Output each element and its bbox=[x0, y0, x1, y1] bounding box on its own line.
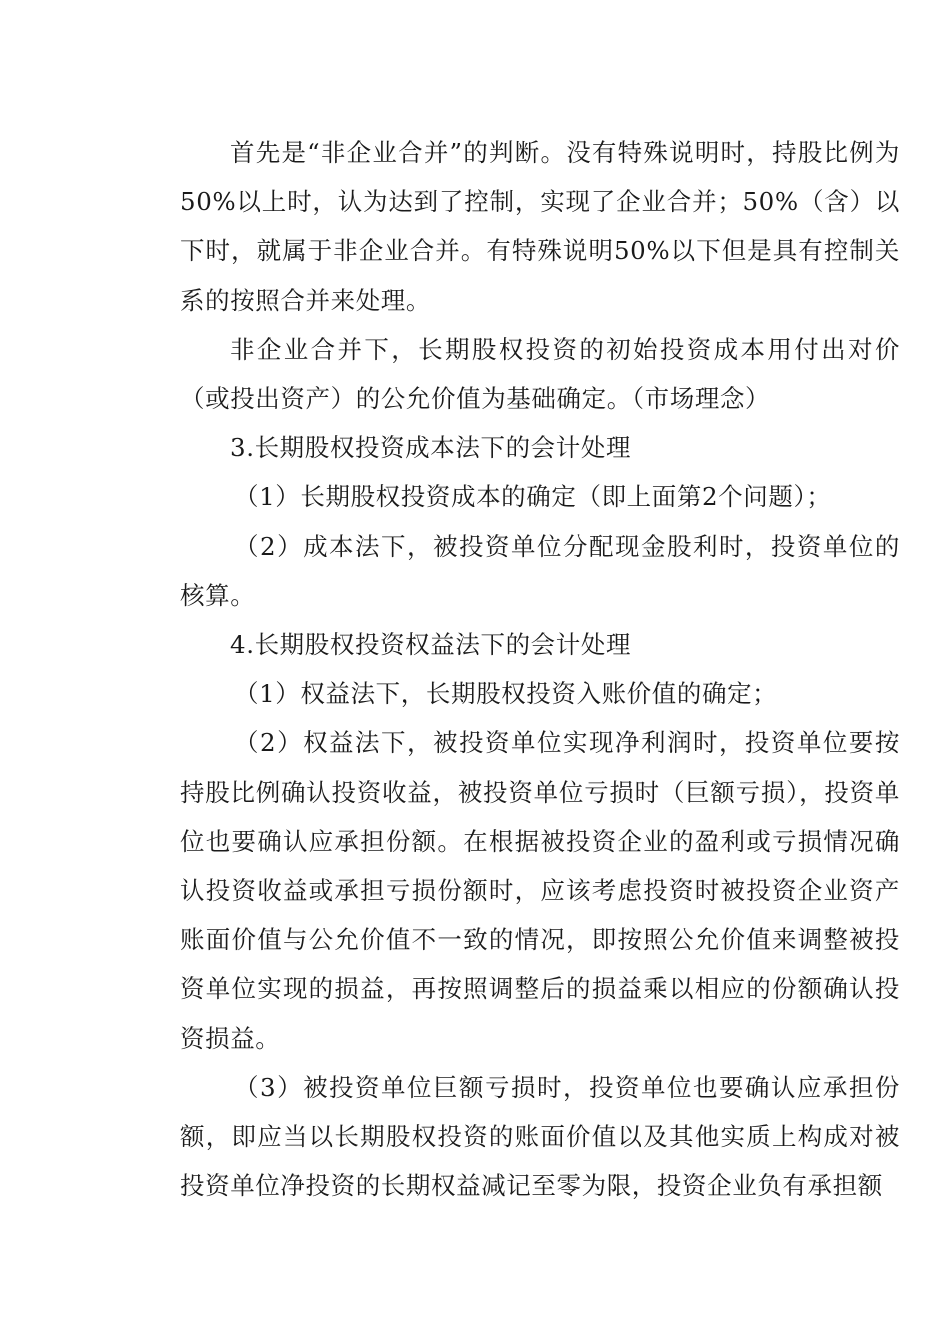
heading-cost-method: 3.长期股权投资成本法下的会计处理 bbox=[230, 433, 632, 463]
item-equity-method-3: （3）被投资单位巨额亏损时，投资单位也要确认应承担份额，即应当以长期股权投资的账面价值以及其他实质上构成对被投资单位净投资的长期权益减记至零为限，投资企业负有承担额 bbox=[180, 1072, 900, 1201]
item-equity-method-2: （2）权益法下，被投资单位实现净利润时，投资单位要按持股比例确认投资收益，被投资单位亏损时（巨额亏损），投资单位也要确认应承担份额。在根据被投资企业的盈利或亏损情况确认投资收益或承担亏损份额时，应该考虑投资时被投资企业资产账面价值与公允价值不一致的情况，即按照公允价值来调整被投资单位实现的损益，再按照调整后的损益乘以相应的份额确认投资损益。 bbox=[180, 728, 900, 1053]
document-page bbox=[180, 128, 900, 1210]
item-equity-method-1: （1）权益法下，长期股权投资入账价值的确定； bbox=[234, 679, 778, 709]
item-cost-method-1: （1）长期股权投资成本的确定（即上面第2个问题）； bbox=[234, 482, 832, 512]
heading-equity-method: 4.长期股权投资权益法下的会计处理 bbox=[230, 630, 632, 660]
item-cost-method-2: （2）成本法下，被投资单位分配现金股利时，投资单位的核算。 bbox=[180, 531, 900, 610]
paragraph-non-merger-judgement: 首先是“非企业合并”的判断。没有特殊说明时，持股比例为50%以上时，认为达到了控制，实现了企业合并；50%（含）以下时，就属于非企业合并。有特殊说明50%以下但是具有控制关系的按照合并来处理。 bbox=[180, 138, 900, 315]
paragraph-initial-cost: 非企业合并下，长期股权投资的初始投资成本用付出对价（或投出资产）的公允价值为基础确定。（市场理念） bbox=[180, 334, 900, 414]
